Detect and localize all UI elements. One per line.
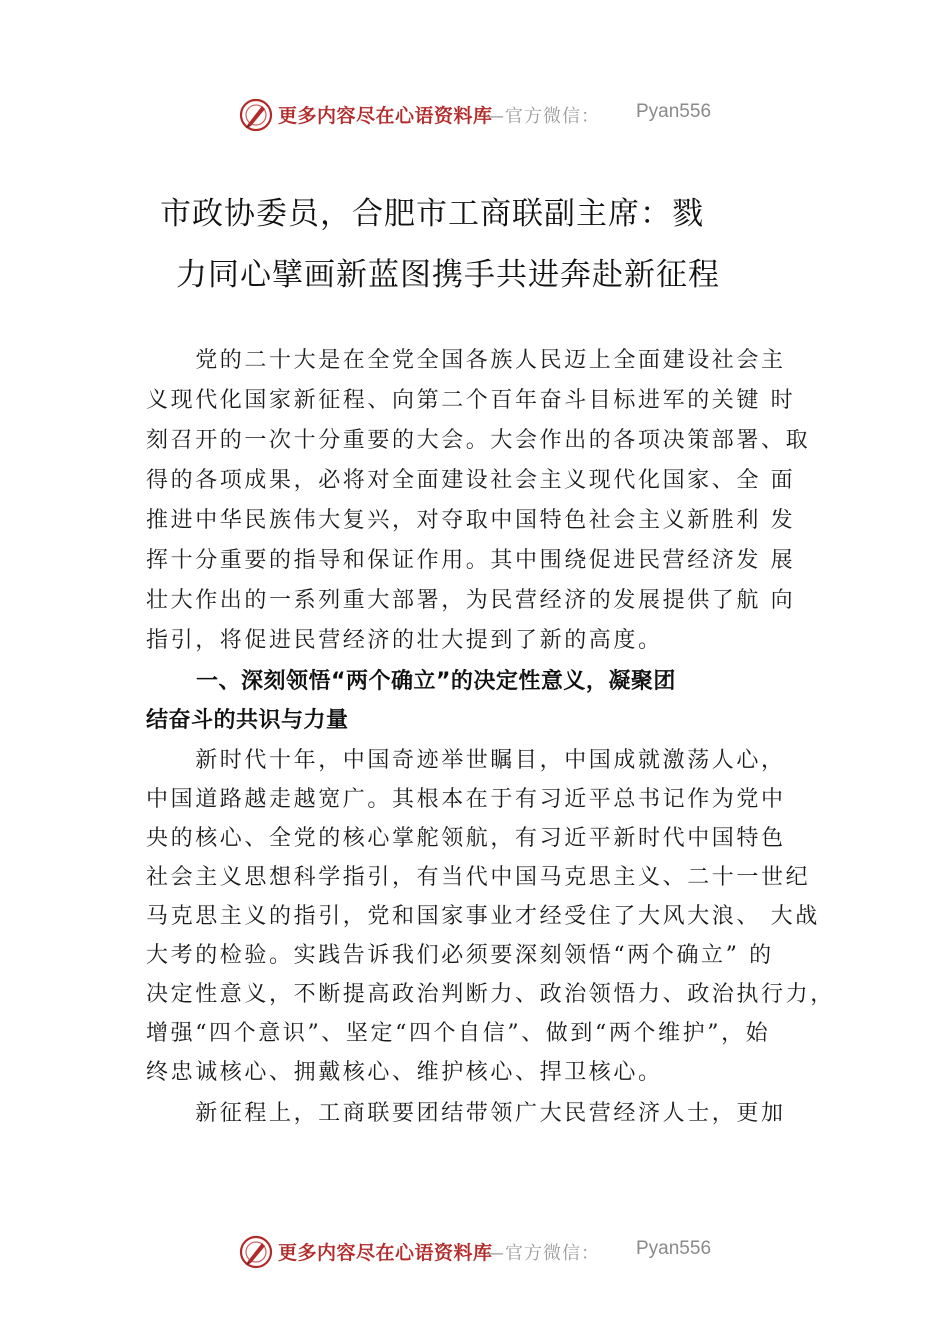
watermark-wechat-id: Pyan556: [636, 1238, 712, 1259]
section-heading-line-2: 结奋斗的共识与力量: [146, 708, 349, 733]
paragraph-line: 中国道路越走越宽广。其根本在于有习近平总书记作为党中: [146, 787, 786, 812]
watermark-dash-text: —官方微信：: [486, 1243, 600, 1264]
paragraph-line: 大考的检验。实践告诉我们必须要深刻领悟“两个确立” 的: [146, 943, 774, 968]
paragraph-line: 增强“四个意识”、坚定“四个自信”、做到“两个维护”，始: [146, 1021, 771, 1046]
paragraph-line: 新征程上，工商联要团结带领广大民营经济人士，更加: [146, 1101, 786, 1126]
paragraph-line: 壮大作出的一系列重大部署，为民营经济的发展提供了航 向: [146, 588, 796, 613]
paragraph-line: 社会主义思想科学指引，有当代中国马克思主义、二十一世纪: [146, 865, 811, 890]
document-title-line-1: 市政协委员，合肥市工商联副主席：戮: [160, 196, 704, 232]
paragraph-line: 马克思主义的指引，党和国家事业才经受住了大风大浪、 大战: [146, 904, 820, 929]
section-heading-line-1: 一、深刻领悟“两个确立”的决定性意义，凝聚团: [196, 669, 676, 694]
paragraph-line: 刻召开的一次十分重要的大会。大会作出的各项决策部署、取: [146, 428, 811, 453]
footer-watermark: [0, 1232, 950, 1272]
paragraph-line: 终忠诚核心、拥戴核心、维护核心、捍卫核心。: [146, 1060, 663, 1085]
paragraph-line: 新时代十年，中国奇迹举世瞩目，中国成就激荡人心，: [146, 748, 786, 773]
header-watermark: [0, 95, 950, 135]
paragraph-line: 央的核心、全党的核心掌舵领航，有习近平新时代中国特色: [146, 826, 786, 851]
watermark-brand-text: 更多内容尽在心语资料库: [278, 105, 493, 127]
paragraph-line: 党的二十大是在全党全国各族人民迈上全面建设社会主: [146, 348, 786, 373]
watermark-wechat-id: Pyan556: [636, 101, 712, 122]
document-title-line-2: 力同心擘画新蓝图携手共进奔赴新征程: [176, 257, 720, 293]
pen-nib-circle-icon: [238, 97, 274, 133]
watermark-dash-text: —官方微信：: [486, 106, 600, 127]
paragraph-line: 挥十分重要的指导和保证作用。其中围绕促进民营经济发 展: [146, 548, 796, 573]
paragraph-line: 指引，将促进民营经济的壮大提到了新的高度。: [146, 628, 663, 653]
pen-nib-circle-icon: [238, 1234, 274, 1270]
paragraph-line: 推进中华民族伟大复兴，对夺取中国特色社会主义新胜利 发: [146, 508, 796, 533]
paragraph-line: 得的各项成果，必将对全面建设社会主义现代化国家、全 面: [146, 468, 796, 493]
paragraph-line: 义现代化国家新征程、向第二个百年奋斗目标进军的关键 时: [146, 388, 796, 413]
paragraph-line: 决定性意义，不断提高政治判断力、政治领悟力、政治执行力，: [146, 982, 835, 1007]
watermark-brand-text: 更多内容尽在心语资料库: [278, 1242, 493, 1264]
